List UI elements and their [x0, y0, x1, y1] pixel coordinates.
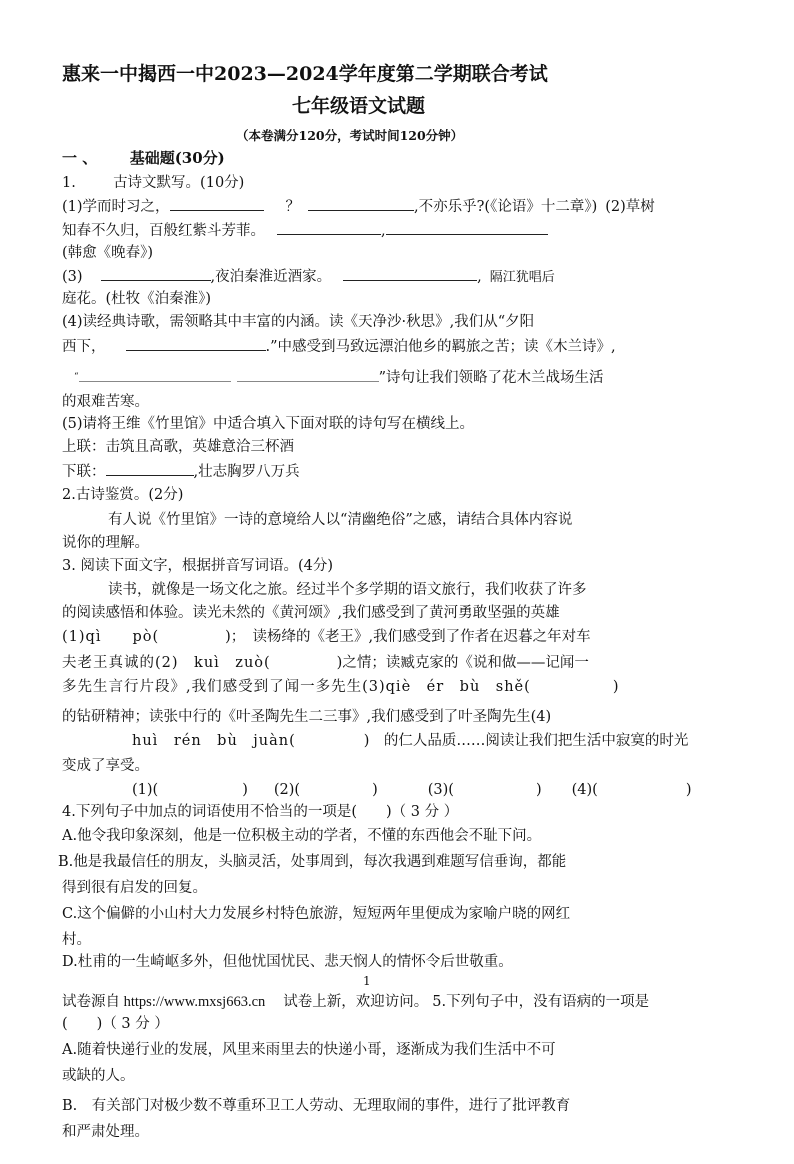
q3-line1: 读书，就像是一场文化之旅。经过半个多学期的语文旅行，我们收获了许多	[108, 582, 587, 598]
q1-line12	[62, 461, 300, 482]
q4-option-c-cont: 村。	[62, 932, 91, 948]
answer-blank[interactable]	[237, 367, 379, 382]
text: ,壮志胸罗八万兵	[193, 464, 300, 480]
q1-line8	[74, 367, 604, 388]
text: ,夜泊秦淮近酒家。	[210, 269, 332, 285]
q2-line2: 说你的理解。	[62, 535, 149, 551]
text: )； 读杨绛的《老王》,我们感受到了作者在迟暮之年对车	[225, 629, 591, 645]
q1-heading	[62, 173, 244, 193]
q1-title: 古诗文默写。(10分)	[113, 175, 245, 191]
answer-blank[interactable]	[308, 196, 414, 211]
pinyin-prompt: 夫老王真诚的(2) kuì zuò(	[62, 655, 271, 671]
q3-line4	[62, 653, 589, 673]
text: )	[685, 782, 692, 798]
text: ,	[477, 269, 482, 285]
answer-slot-1[interactable]: (1)(	[132, 782, 159, 798]
q1-line3: (韩愈《晚春》)	[62, 245, 154, 261]
q3-line3	[62, 627, 591, 647]
answer-blank[interactable]	[126, 336, 266, 351]
answer-slot-4[interactable]: (4)(	[571, 782, 598, 798]
exam-subtitle: 七年级语文试题	[292, 95, 426, 117]
answer-blank[interactable]	[277, 220, 381, 235]
answer-blank[interactable]	[343, 266, 477, 281]
text: (3)	[62, 269, 83, 285]
q1-number: 1.	[62, 175, 76, 191]
source-link[interactable]: 试卷源自 https://www.mxsj663.cn	[62, 994, 266, 1010]
text: 下联：	[62, 464, 106, 480]
q1-line2	[62, 220, 548, 241]
q4-option-b[interactable]: B.他是我最信任的朋友，头脑灵活，处事周到，每次我遇到难题写信垂询，都能	[58, 854, 567, 870]
text: )	[535, 782, 542, 798]
pinyin-prompt: 多先生言行片段》,我们感受到了闻一多先生(3)qiè ér bù shě(	[62, 679, 531, 695]
page-number: 1	[363, 974, 371, 988]
exam-title: 惠来一中揭西一中2023—2024学年度第二学期联合考试	[62, 63, 548, 85]
text: ”诗句让我们领略了花木兰战场生活	[378, 370, 604, 386]
section-number: 一 、	[62, 149, 98, 167]
q4-option-b-cont: 得到很有启发的回复。	[62, 880, 207, 896]
q4-option-d[interactable]: D.杜甫的一生崎岖多外，但他忧国忧民、悲天悯人的情怀令后世敬重。	[62, 954, 513, 970]
q5-paren: ( )（ 3 分 ）	[62, 1016, 169, 1032]
q5-title: 5.下列句子中，没有语病的一项是	[432, 994, 650, 1010]
q1-line5: 庭花。(杜牧《泊秦淮》)	[62, 291, 212, 307]
text: )	[612, 679, 619, 695]
q3-line2: 的阅读感悟和体验。读光未然的《黄河颂》,我们感受到了黄河勇敢坚强的英雄	[62, 605, 560, 621]
q1-line9: 的艰难苦寒。	[62, 394, 149, 410]
answer-blank[interactable]	[106, 461, 194, 476]
q3-line7	[132, 731, 688, 751]
pinyin-prompt: huì rén bù juàn(	[132, 733, 296, 749]
q1-line4	[62, 266, 555, 288]
q3-line8: 变成了享受。	[62, 758, 149, 774]
q3-line6: 的钻研精神；读张中行的《叶圣陶先生二三事》,我们感受到了叶圣陶先生(4)	[62, 709, 552, 725]
q1-line1	[62, 196, 655, 217]
q5-option-b[interactable]: B. 有关部门对极少数不尊重环卫工人劳动、无理取闹的事件，进行了批评教育	[62, 1098, 571, 1114]
exam-note: （本卷满分120分，考试时间120分钟）	[236, 128, 464, 143]
answer-blank[interactable]	[386, 220, 548, 235]
answer-slot-3[interactable]: (3)(	[427, 782, 454, 798]
text: 隔江犹唱后	[489, 270, 555, 285]
text: ,不亦乐乎?(《论语》十二章》)	[414, 199, 598, 215]
text: (1)学而时习之，	[62, 199, 170, 215]
q3-title: 3. 阅读下面文字，根据拼音写词语。(4分)	[62, 558, 333, 574]
text: (2)草树	[605, 199, 655, 215]
q1-line6: (4)读经典诗歌，需领略其中丰富的内涵。读《天净沙·秋思》,我们从“夕阳	[62, 314, 535, 330]
text: )之情；读臧克家的《说和做——记闻一	[336, 655, 589, 671]
q2-title: 2.古诗鉴赏。(2分)	[62, 487, 184, 503]
q1-line10: (5)请将王维《竹里馆》中适合填入下面对联的诗句写在横线上。	[62, 416, 475, 432]
q4-title: 4.下列句子中加点的词语使用不恰当的一项是( )（ 3 分 ）	[62, 804, 459, 820]
text: 知春不久归，百般红紫斗芳菲。	[62, 223, 265, 239]
q5-option-a[interactable]: A.随着快递行业的发展，风里来雨里去的快递小哥，逐渐成为我们生活中不可	[62, 1042, 556, 1058]
q5-option-b-cont: 和严肃处理。	[62, 1124, 149, 1140]
q4-option-c[interactable]: C.这个偏僻的小山村大力发展乡村特色旅游，短短两年里便成为家喻户晓的网红	[62, 906, 571, 922]
text: )	[242, 782, 248, 798]
q4-option-a[interactable]: A.他令我印象深刻，他是一位积极主动的学者，不懂的东西他会不耻下问。	[62, 828, 542, 844]
pinyin-prompt: (1)qì pò(	[62, 629, 160, 645]
text: 西下，	[62, 339, 106, 355]
source-line	[62, 992, 649, 1012]
text: )	[372, 782, 378, 798]
answer-blank[interactable]	[101, 266, 211, 281]
text: ,	[381, 223, 386, 239]
q1-line11: 上联：击筑且高歌，英雄意洽三杯酒	[62, 439, 294, 455]
text: ) 的仁人品质……阅读让我们把生活中寂寞的时光	[363, 733, 689, 749]
answer-blank[interactable]	[79, 367, 231, 382]
section-title: 基础题(30分)	[129, 149, 225, 167]
q3-answer-row	[132, 780, 692, 800]
text: “	[74, 372, 79, 382]
section-heading	[62, 148, 225, 168]
answer-slot-2[interactable]: (2)(	[273, 782, 301, 798]
q2-line1: 有人说《竹里馆》一诗的意境给人以“清幽绝俗”之感，请结合具体内容说	[108, 512, 573, 528]
q3-line5	[62, 677, 618, 697]
q5-option-a-cont: 或缺的人。	[62, 1068, 135, 1084]
text: .”中感受到马致远漂泊他乡的羁旅之苦；读《木兰诗》,	[265, 339, 616, 355]
text: 试卷上新，欢迎访问。	[283, 994, 429, 1010]
answer-blank[interactable]	[170, 196, 264, 211]
text: ？	[285, 199, 301, 215]
q1-line7	[62, 336, 616, 357]
